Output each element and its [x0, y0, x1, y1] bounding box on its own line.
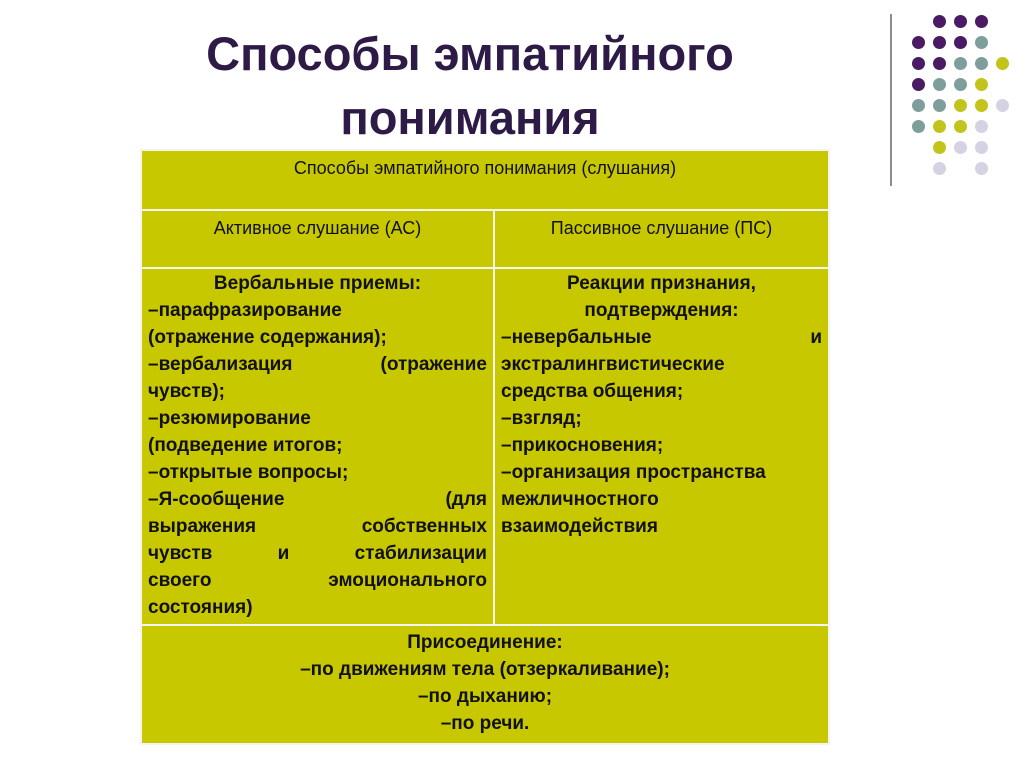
decorative-dot [975, 120, 988, 133]
list-item: –невербальные и [501, 327, 823, 348]
list-item: межличностного [501, 489, 659, 510]
decorative-dot [975, 78, 988, 91]
decorative-dot [975, 99, 988, 112]
list-item: –резюмирование [148, 408, 311, 429]
active-listening-title: Активное слушание (АС) [213, 218, 422, 238]
verbal-techniques-heading: Вербальные приемы: [213, 273, 422, 294]
list-item: чувств); [148, 381, 226, 402]
list-item: –открытые вопросы; [148, 462, 349, 483]
acknowledgment-heading-line1: Реакции признания, [567, 273, 756, 294]
decorative-dot [933, 99, 946, 112]
decorative-dot [912, 36, 925, 49]
decorative-dot [954, 78, 967, 91]
decorative-dot [954, 15, 967, 28]
list-item: взаимодействия [501, 516, 658, 537]
list-item: –Я-сообщение (для [148, 489, 487, 510]
slide-title-line2: понимания [340, 91, 600, 144]
decorative-dot [975, 15, 988, 28]
decorative-dot [912, 57, 925, 70]
decorative-dot [954, 141, 967, 154]
list-item: –вербализация (отражение [148, 354, 487, 375]
list-item: чувств и стабилизации [148, 543, 487, 564]
decorative-dot [933, 36, 946, 49]
joining-cell [141, 625, 829, 744]
slide-title-line1: Способы эмпатийного [206, 27, 734, 80]
slide-title [150, 22, 790, 150]
decorative-divider [890, 14, 892, 186]
active-listening-header [141, 210, 494, 268]
list-item: –организация пространства [501, 462, 766, 483]
list-item: –по речи. [440, 713, 530, 734]
passive-listening-title: Пассивное слушание (ПС) [550, 218, 773, 238]
table-header-cell [141, 150, 829, 210]
decorative-dot [933, 162, 946, 175]
list-item: –взгляд; [501, 408, 582, 429]
decorative-dot [996, 99, 1009, 112]
decorative-dot [912, 120, 925, 133]
list-item: –по дыханию; [417, 686, 553, 707]
acknowledgment-heading-line2: подтверждения: [584, 300, 739, 321]
empathy-methods-table [140, 149, 830, 745]
decorative-dot [933, 120, 946, 133]
decorative-dot [954, 99, 967, 112]
decorative-dot [975, 57, 988, 70]
decorative-dot [933, 78, 946, 91]
table-header: Способы эмпатийного понимания (слушания) [293, 158, 677, 178]
list-item: –прикосновения; [501, 435, 664, 456]
joining-heading: Присоединение: [407, 632, 563, 653]
decorative-dot [975, 36, 988, 49]
decorative-dot [975, 162, 988, 175]
decorative-dot [975, 141, 988, 154]
decorative-dot [954, 120, 967, 133]
decorative-dot [954, 36, 967, 49]
decorative-dot [933, 141, 946, 154]
decorative-dot [912, 99, 925, 112]
decorative-dot [912, 78, 925, 91]
decorative-dot [996, 57, 1009, 70]
passive-listening-cell [494, 268, 829, 625]
list-item: (подведение итогов; [148, 435, 343, 456]
list-item: состояния) [148, 597, 253, 618]
list-item: средства общения; [501, 381, 684, 402]
list-item: (отражение содержания); [148, 327, 387, 348]
decorative-dot [933, 57, 946, 70]
decorative-dot [933, 15, 946, 28]
list-item: выражения собственных [148, 516, 487, 537]
list-item: –по движениям тела (отзеркаливание); [300, 659, 670, 680]
list-item: экстралингвистические [501, 354, 725, 375]
list-item: своего эмоционального [148, 570, 487, 591]
passive-listening-header [494, 210, 829, 268]
active-listening-cell [141, 268, 494, 625]
decorative-dot [954, 57, 967, 70]
list-item: –парафразирование [148, 300, 342, 321]
